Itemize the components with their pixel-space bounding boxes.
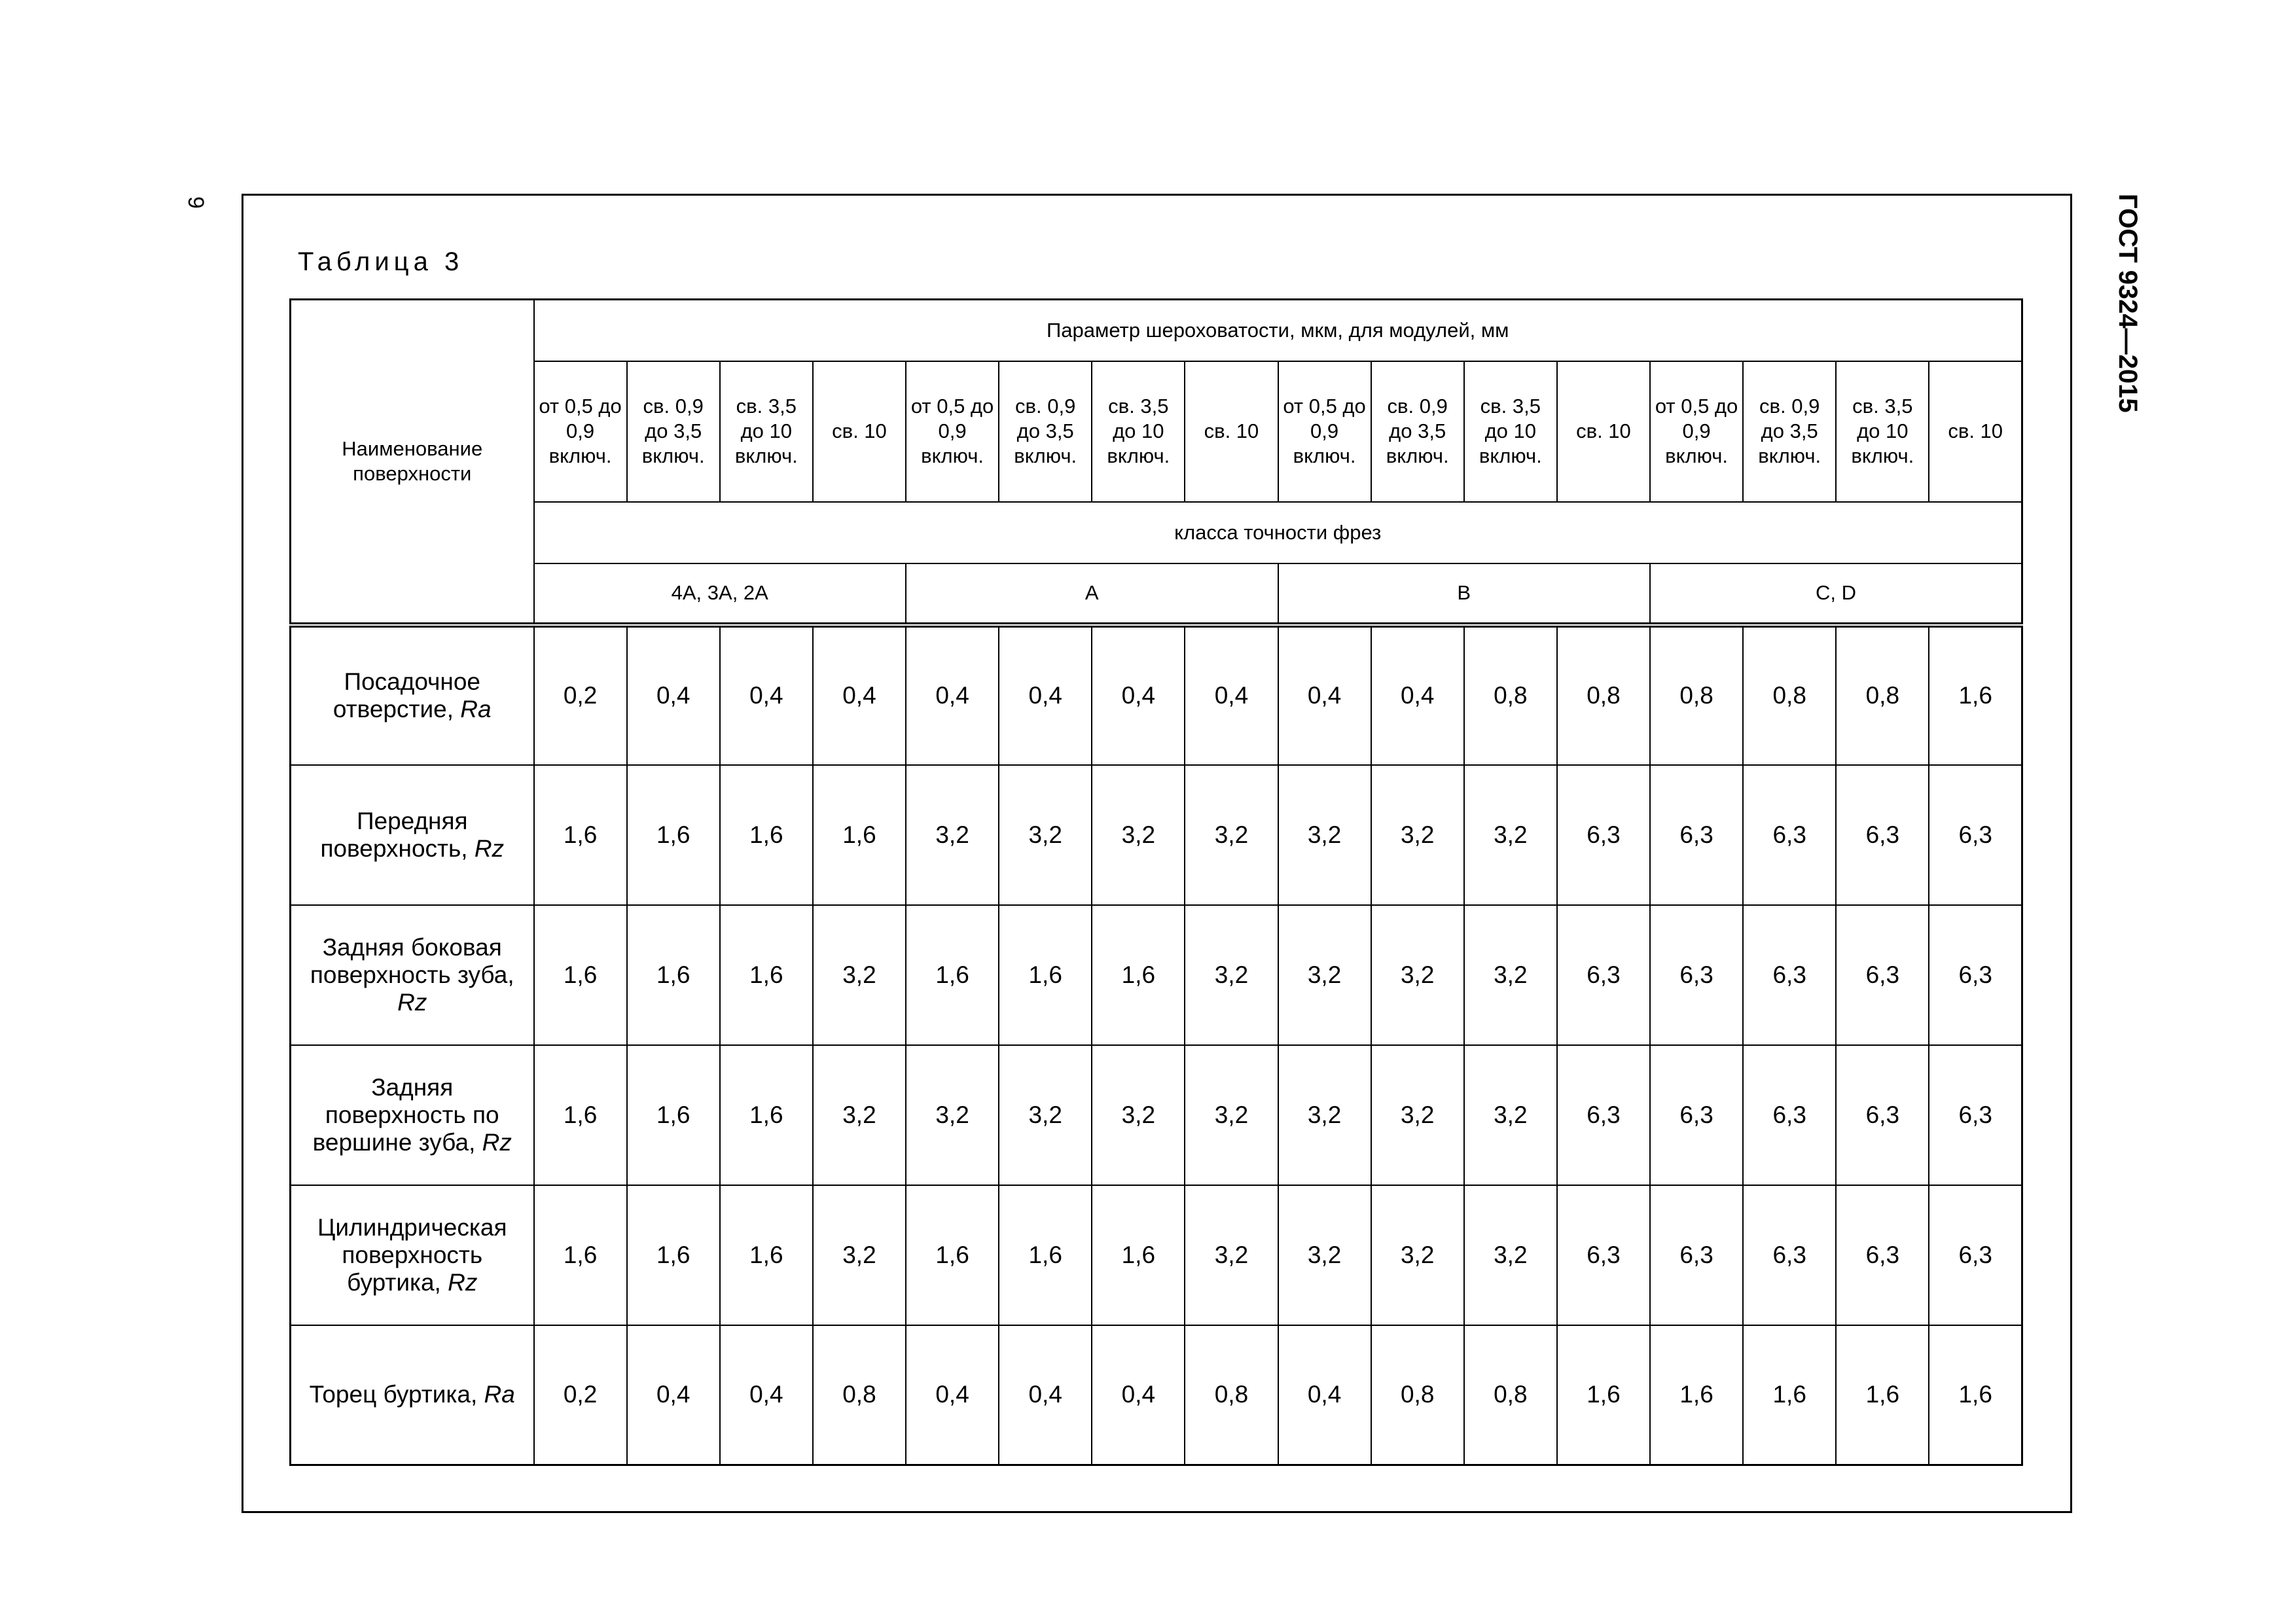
- value-cell: 3,2: [1464, 1185, 1557, 1325]
- header-row-modules: [291, 361, 2022, 502]
- table-row: [291, 625, 2022, 765]
- value-cell: 1,6: [627, 765, 720, 905]
- table-row: [291, 1185, 2022, 1325]
- table-row: [291, 765, 2022, 905]
- value-cell: 0,2: [534, 625, 627, 765]
- header-accuracy-class: А: [906, 563, 1278, 625]
- value-cell: 6,3: [1650, 765, 1743, 905]
- roughness-parameter: Rz: [482, 1128, 512, 1156]
- value-cell: 1,6: [627, 905, 720, 1045]
- header-module-range: св. 10: [1185, 361, 1278, 502]
- surface-name-cell: [291, 1185, 534, 1325]
- value-cell: 1,6: [999, 1185, 1092, 1325]
- header-module-range: св. 10: [1557, 361, 1650, 502]
- surface-name-cell: [291, 905, 534, 1045]
- table-row: [291, 1325, 2022, 1465]
- value-cell: 3,2: [999, 1045, 1092, 1185]
- value-cell: 6,3: [1929, 765, 2022, 905]
- value-cell: 3,2: [1278, 1045, 1371, 1185]
- value-cell: 0,8: [1185, 1325, 1278, 1465]
- header-module-range: от 0,5 до 0,9 включ.: [1278, 361, 1371, 502]
- value-cell: 1,6: [1092, 1185, 1185, 1325]
- value-cell: 6,3: [1557, 1045, 1650, 1185]
- header-module-range: св. 3,5 до 10 включ.: [720, 361, 813, 502]
- value-cell: 0,8: [1557, 625, 1650, 765]
- value-cell: 6,3: [1836, 905, 1929, 1045]
- value-cell: 3,2: [1278, 1185, 1371, 1325]
- value-cell: 1,6: [1929, 625, 2022, 765]
- value-cell: 3,2: [813, 1185, 906, 1325]
- value-cell: 3,2: [1185, 1185, 1278, 1325]
- value-cell: 6,3: [1650, 1185, 1743, 1325]
- value-cell: 0,4: [1278, 1325, 1371, 1465]
- value-cell: 3,2: [1464, 765, 1557, 905]
- surface-name-cell: [291, 765, 534, 905]
- header-module-range: св. 3,5 до 10 включ.: [1836, 361, 1929, 502]
- value-cell: 3,2: [1371, 765, 1464, 905]
- value-cell: 1,6: [720, 1185, 813, 1325]
- header-row-accuracy: [291, 502, 2022, 563]
- value-cell: 1,6: [1650, 1325, 1743, 1465]
- value-cell: 3,2: [1371, 1045, 1464, 1185]
- header-module-range: св. 3,5 до 10 включ.: [1464, 361, 1557, 502]
- value-cell: 0,4: [1092, 625, 1185, 765]
- value-cell: 0,4: [720, 625, 813, 765]
- header-accuracy-class: В: [1278, 563, 1651, 625]
- value-cell: 1,6: [720, 765, 813, 905]
- value-cell: 0,4: [1092, 1325, 1185, 1465]
- header-module-range: св. 0,9 до 3,5 включ.: [1743, 361, 1836, 502]
- value-cell: 3,2: [1278, 765, 1371, 905]
- roughness-parameter: Ra: [460, 696, 492, 722]
- surface-name: Передняя поверхность,: [320, 807, 468, 862]
- header-module-range: от 0,5 до 0,9 включ.: [1650, 361, 1743, 502]
- value-cell: 6,3: [1743, 1185, 1836, 1325]
- roughness-parameter: Ra: [484, 1381, 515, 1408]
- surface-name-cell: [291, 1045, 534, 1185]
- value-cell: 6,3: [1929, 905, 2022, 1045]
- value-cell: 1,6: [1743, 1325, 1836, 1465]
- value-cell: 0,4: [627, 1325, 720, 1465]
- value-cell: 6,3: [1836, 1045, 1929, 1185]
- value-cell: 1,6: [1929, 1325, 2022, 1465]
- value-cell: 0,4: [627, 625, 720, 765]
- value-cell: 0,8: [1650, 625, 1743, 765]
- value-cell: 0,8: [1836, 625, 1929, 765]
- header-accuracy-class: 4А, 3А, 2А: [534, 563, 906, 625]
- value-cell: 1,6: [906, 905, 999, 1045]
- value-cell: 3,2: [906, 765, 999, 905]
- value-cell: 1,6: [534, 1045, 627, 1185]
- value-cell: 3,2: [813, 1045, 906, 1185]
- value-cell: 0,4: [1371, 625, 1464, 765]
- value-cell: 1,6: [534, 905, 627, 1045]
- value-cell: 0,8: [813, 1325, 906, 1465]
- value-cell: 0,4: [906, 1325, 999, 1465]
- value-cell: 3,2: [813, 905, 906, 1045]
- value-cell: 1,6: [720, 1045, 813, 1185]
- roughness-table: [289, 298, 2023, 1466]
- value-cell: 0,4: [906, 625, 999, 765]
- value-cell: 3,2: [1185, 765, 1278, 905]
- value-cell: 6,3: [1836, 765, 1929, 905]
- header-module-range: св. 0,9 до 3,5 включ.: [1371, 361, 1464, 502]
- value-cell: 6,3: [1557, 765, 1650, 905]
- value-cell: 0,4: [813, 625, 906, 765]
- value-cell: 6,3: [1557, 1185, 1650, 1325]
- value-cell: 1,6: [534, 765, 627, 905]
- value-cell: 6,3: [1836, 1185, 1929, 1325]
- surface-name: Задняя поверхность по вершине зуба,: [312, 1073, 499, 1156]
- roughness-parameter: Rz: [397, 988, 427, 1016]
- roughness-parameter: Rz: [448, 1268, 478, 1296]
- value-cell: 6,3: [1650, 905, 1743, 1045]
- value-cell: 6,3: [1743, 765, 1836, 905]
- header-name-column: Наименование поверхности: [291, 300, 534, 625]
- header-module-range: св. 0,9 до 3,5 включ.: [627, 361, 720, 502]
- header-row-classes: [291, 563, 2022, 625]
- header-row-parameter: [291, 300, 2022, 361]
- value-cell: 3,2: [1278, 905, 1371, 1045]
- value-cell: 1,6: [720, 905, 813, 1045]
- value-cell: 6,3: [1557, 905, 1650, 1045]
- value-cell: 6,3: [1650, 1045, 1743, 1185]
- header-module-range: св. 3,5 до 10 включ.: [1092, 361, 1185, 502]
- table-caption: Таблица 3: [298, 247, 464, 276]
- value-cell: 1,6: [627, 1045, 720, 1185]
- value-cell: 6,3: [1929, 1045, 2022, 1185]
- value-cell: 0,8: [1743, 625, 1836, 765]
- surface-name-cell: [291, 625, 534, 765]
- surface-name-cell: [291, 1325, 534, 1465]
- value-cell: 3,2: [999, 765, 1092, 905]
- roughness-parameter: Rz: [474, 834, 505, 862]
- surface-name: Задняя боковая поверхность зуба,: [310, 933, 514, 988]
- value-cell: 3,2: [906, 1045, 999, 1185]
- document-code: ГОСТ 9324—2015: [2113, 194, 2142, 413]
- surface-name: Торец буртика,: [309, 1381, 478, 1408]
- value-cell: 6,3: [1929, 1185, 2022, 1325]
- value-cell: 3,2: [1185, 1045, 1278, 1185]
- value-cell: 1,6: [627, 1185, 720, 1325]
- header-module-range: св. 10: [813, 361, 906, 502]
- header-module-range: от 0,5 до 0,9 включ.: [906, 361, 999, 502]
- header-accuracy-class: С, D: [1650, 563, 2022, 625]
- page-number: 9: [183, 196, 208, 209]
- value-cell: 3,2: [1092, 1045, 1185, 1185]
- value-cell: 0,8: [1371, 1325, 1464, 1465]
- value-cell: 1,6: [1836, 1325, 1929, 1465]
- value-cell: 0,4: [999, 625, 1092, 765]
- value-cell: 3,2: [1464, 1045, 1557, 1185]
- value-cell: 0,4: [1278, 625, 1371, 765]
- value-cell: 1,6: [999, 905, 1092, 1045]
- table-row: [291, 1045, 2022, 1185]
- value-cell: 1,6: [813, 765, 906, 905]
- value-cell: 1,6: [1092, 905, 1185, 1045]
- header-accuracy-title: класса точности фрез: [534, 502, 2022, 563]
- surface-name: Посадочное отверстие,: [332, 668, 480, 722]
- value-cell: 1,6: [1557, 1325, 1650, 1465]
- value-cell: 0,8: [1464, 1325, 1557, 1465]
- value-cell: 3,2: [1464, 905, 1557, 1045]
- value-cell: 0,2: [534, 1325, 627, 1465]
- value-cell: 1,6: [534, 1185, 627, 1325]
- value-cell: 6,3: [1743, 905, 1836, 1045]
- value-cell: 0,4: [720, 1325, 813, 1465]
- value-cell: 3,2: [1185, 905, 1278, 1045]
- header-module-range: от 0,5 до 0,9 включ.: [534, 361, 627, 502]
- header-module-range: св. 0,9 до 3,5 включ.: [999, 361, 1092, 502]
- value-cell: 3,2: [1371, 1185, 1464, 1325]
- table-row: [291, 905, 2022, 1045]
- value-cell: 0,4: [1185, 625, 1278, 765]
- header-module-range: св. 10: [1929, 361, 2022, 502]
- value-cell: 0,4: [999, 1325, 1092, 1465]
- value-cell: 0,8: [1464, 625, 1557, 765]
- value-cell: 1,6: [906, 1185, 999, 1325]
- header-parameter-title: Параметр шероховатости, мкм, для модулей, мм: [534, 300, 2022, 361]
- value-cell: 3,2: [1371, 905, 1464, 1045]
- value-cell: 3,2: [1092, 765, 1185, 905]
- value-cell: 6,3: [1743, 1045, 1836, 1185]
- surface-name: Цилиндрическая поверхность буртика,: [317, 1213, 507, 1296]
